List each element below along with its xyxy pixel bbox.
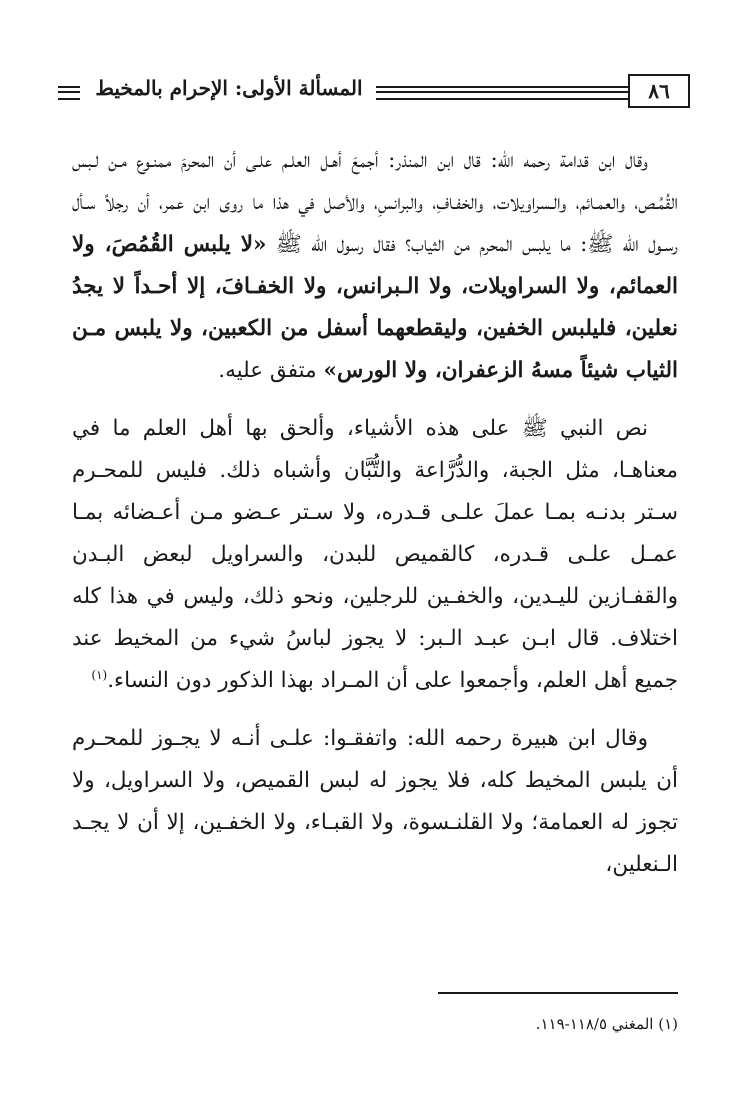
page-number: ٨٦ (628, 74, 690, 108)
paragraph-2 (72, 408, 678, 702)
header-title: المسألة الأولى: الإحرام بالمخيط (95, 76, 363, 100)
header-ornament-left (58, 86, 80, 100)
footnote-1: (١) المغني ١١٨/٥-١١٩. (535, 1015, 678, 1033)
paragraph-1-intro: وقال ابن قدامة رحمه الله: قال ابن المنذر: أجمعَ أهـل العلـم علـى أن المحرمَ ممنـوع مـن لـبس القُمُـص، والعمـائم، والـسراويلات، والخفـافِ، والبرانسِ، والأصل في هذا ما روى ابن عمر، أن رجلاً سـأل رسـول الله ﷺ: ما يلبس المحرم من الثياب؟ فقال رسول الله ﷺ (72, 148, 678, 257)
paragraph-2-text: نص النبي ﷺ على هذه الأشياء، وألحق بها أهل العلم ما في معناهـا، مثل الجبة، والدُّرَّاعة والتُّبَّان وأشباه ذلك. فليس للمحـرم سـتر بدنـه بمـا عملَ علـى قـدره، ولا سـتر عـضو مـن أعـضائه بمـا عمـل علـى قـدره، كالقميص للبدن، والسراويل لبعض البـدن والقفـازين لليـدين، والخفـين للرجلين، ونحو ذلك، وليس في هذا كله اختلاف. قال ابـن عبـد الـبر: لا يجوز لباسُ شيء من المخيط عند جميع أهل العلم، وأجمعوا على أن المـراد بهذا الذكور دون النساء. (72, 416, 678, 693)
footnote-divider (438, 992, 678, 994)
footnote-marker[interactable]: (١) (91, 667, 108, 682)
paragraph-1 (72, 140, 678, 392)
paragraph-3-text: وقال ابن هبيرة رحمه الله: واتفقـوا: علـى أنـه لا يجـوز للمحـرم أن يلبس المخيط كله، فلا يجوز له لبس القميص، ولا السراويل، ولا تجوز له العمامة؛ ولا القلنـسوة، ولا القبـاء، ولا الخفـين، إلا أن لا يجـد الـنعلين، (72, 726, 678, 877)
paragraph-3 (72, 718, 678, 886)
header-ornament-right (376, 86, 630, 100)
hadith-quote: «لا يلبس القُمُصَ، ولا العمائم، ولا السراويلات، ولا الـبرانس، ولا الخفـافَ، إلا أحـداً لا يجدُ نعلين، فليلبس الخفين، وليقطعهما أسفل من الكعبين، ولا يلبس مـن الثياب شيئاً مسهُ الزعفران، ولا الورس» (72, 232, 678, 383)
main-text (72, 140, 678, 902)
running-header (58, 72, 690, 112)
paragraph-1-source: متفق عليه. (218, 358, 324, 383)
